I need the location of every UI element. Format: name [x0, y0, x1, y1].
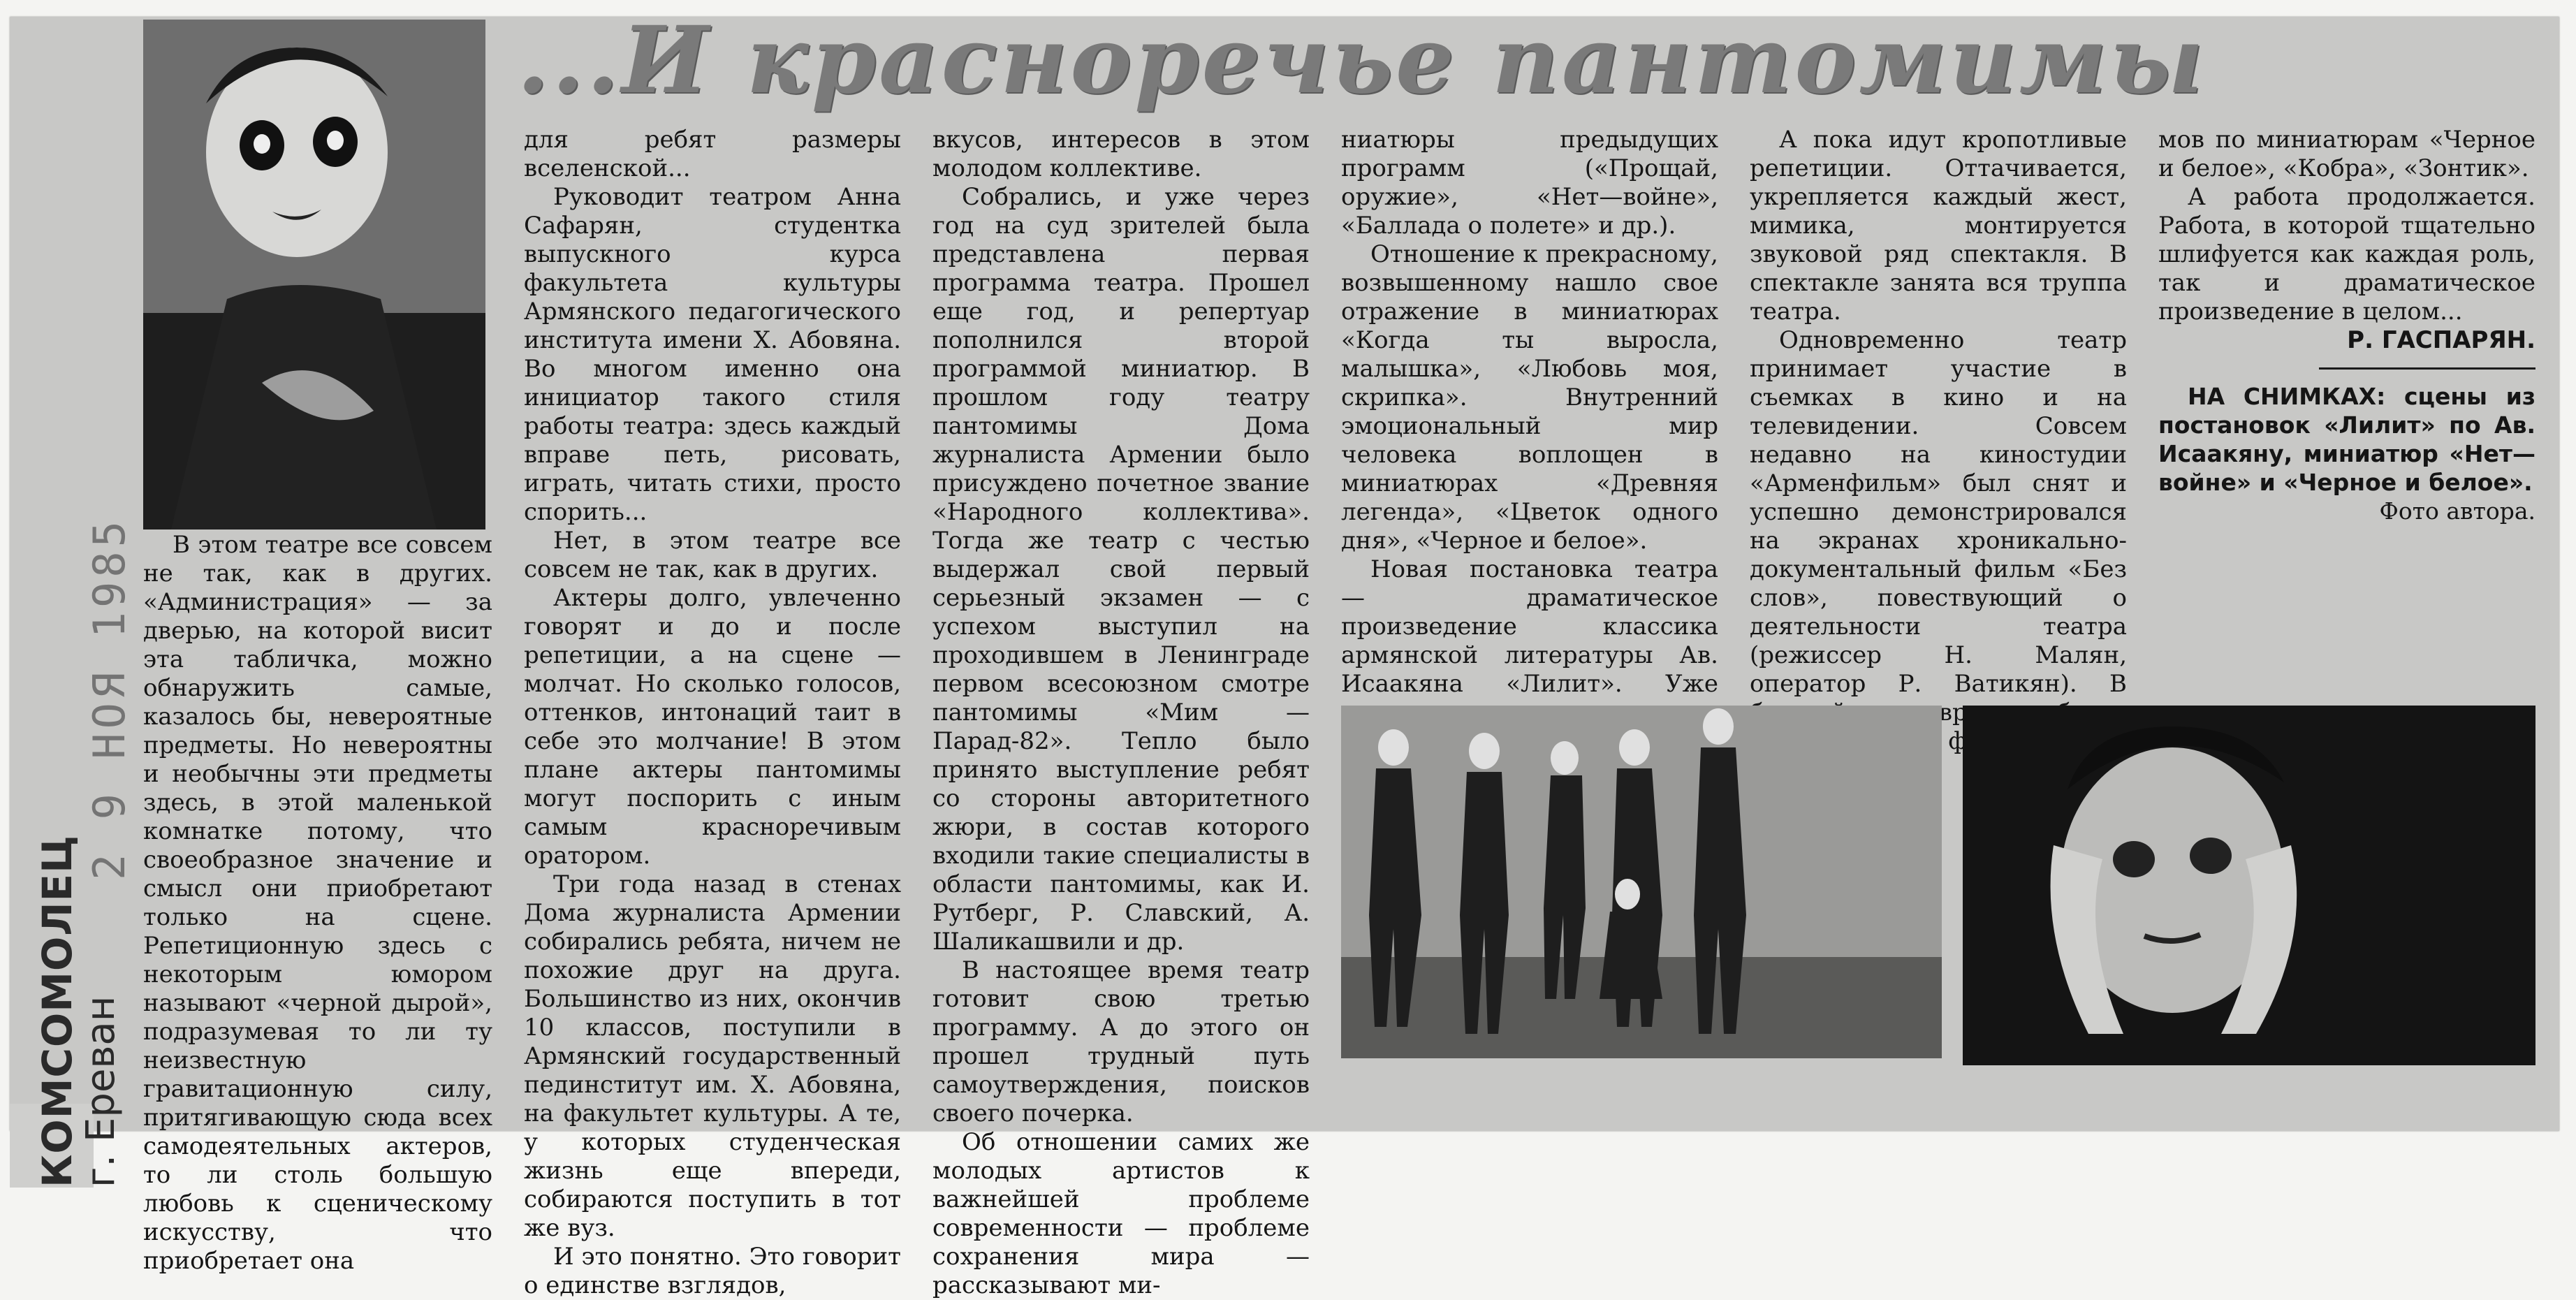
paragraph: мов по миниатюрам «Черное и белое», «Кобра», «Зонтик».	[2158, 126, 2535, 182]
photo-credit: Фото автора.	[2379, 497, 2535, 525]
paragraph: Нет, в этом театре все совсем не так, как в других.	[524, 527, 901, 583]
date-stamp: 2 9 НОЯ 1985	[84, 517, 135, 880]
article-headline: ...И красноречье пантомимы	[517, 8, 2207, 113]
author-signature: Р. ГАСПАРЯН.	[2347, 326, 2535, 354]
paragraph: Руководит театром Анна Сафарян, студентка выпускного курса факультета культуры Армянского педагогического института имени Х. Абовяна. Во многом именно она инициатор такого стиля работы театра: здесь каждый вправе петь, рисовать, играть, читать стихи, просто спорить...	[524, 183, 901, 526]
paragraph: Новая постановка театра — драматическое произведение классика армянской литературы Ав. Исаакяна «Лилит». Уже	[1341, 555, 1718, 698]
troupe-group-photo	[1341, 706, 1942, 1058]
mime-closeup-photo	[1963, 706, 2535, 1065]
paragraph: И это понятно. Это говорит о единстве взглядов,	[524, 1243, 901, 1299]
article-column-1	[143, 531, 492, 1276]
paragraph: Одновременно театр принимает участие в съемках в кино и на телевидении. Совсем недавно на киностудии «Арменфильм» был снят и успешно демонстрировался на экранах хроникально-документальный фильм «Без слов», повествующий о деятельности театра (режиссер Н. Малян, оператор Р. Ватикян). В	[1750, 326, 2127, 698]
paragraph: Собрались, и уже через год на суд зрителей была представлена первая программа театра. Прошел еще год, и репертуар пополнился второй программой миниатюр. В прошлом году театру пантомимы Дома журналиста Армении было присуждено почетное звание «Народного коллектива». Тогда же театр с честью выдержал свой первый серьезный экзамен — с успехом выступил на проходившем в Ленинграде первом всесоюзном смотре пантомимы «Мим — Парад-82». Тепло было принято выступление ребят со стороны авторитетного жюри, в состав которого входили такие специалисты в области пантомимы, как И. Рутберг, Р. Славский, А. Шаликашвили и др.	[932, 183, 1310, 956]
paragraph: Об отношении самих же молодых артистов к важнейшей проблеме современности — проблеме сохранения мира — рассказывают ми-	[932, 1128, 1310, 1299]
newspaper-city: г. Ереван	[78, 995, 124, 1188]
mime-portrait-photo	[143, 20, 485, 530]
paragraph: А работа продолжается. Работа, в которой тщательно шлифуется как каждая роль, так и драматическое произведение в целом...	[2158, 183, 2535, 326]
article-column-2	[524, 126, 901, 1300]
paragraph: Три года назад в стенах Дома журналиста Армении собирались ребята, ничем не похожие друг на друга. Большинство из них, окончив 10 классов, поступили в Армянский государственный пединститут им. Х. Абовяна, на факультет культуры. А те, у которых студенческая жизнь еще впереди, собираются поступить в тот же вуз.	[524, 870, 901, 1242]
article-column-4	[1341, 126, 1718, 784]
paragraph: ниатюры предыдущих программ («Прощай, оружие», «Нет—войне», «Баллада о полете» и др.).	[1341, 126, 1718, 240]
paragraph: Актеры долго, увлеченно говорят и до и после репетиции, а на сцене — молчат. Но сколько голосов, оттенков, интонаций таит в себе это молчание! В этом плане актеры пантомимы могут поспорить с иным самым красноречивым оратором.	[524, 584, 901, 870]
paragraph: для ребят размеры вселенской...	[524, 126, 901, 182]
article-column-3	[932, 126, 1310, 1300]
newspaper-name: КОМСОМОЛЕЦ	[34, 835, 81, 1188]
paragraph: вкусов, интересов в этом молодом коллективе.	[932, 126, 1310, 182]
paragraph: А пока идут кропотливые репетиции. Оттачивается, укрепляется каждый жест, мимика, монтируется звуковой ряд спектакля. В спектакле занята вся труппа театра.	[1750, 126, 2127, 326]
paragraph: Отношение к прекрасному, возвышенному нашло свое отражение в миниатюрах «Когда ты выросла, малышка», «Любовь моя, скрипка». Внутренний эмоциональный мир человека воплощен в миниатюрах «Древняя легенда», «Цветок одного дня», «Черное и белое».	[1341, 240, 1718, 555]
article-column-5	[1750, 126, 2127, 756]
divider	[2319, 367, 2535, 370]
paragraph: В этом театре все совсем не так, как в других. «Администрация» — за дверью, на которой висит эта табличка, можно обнаружить самые, казалось бы, невероятные предметы. Но невероятны и необычны эти предметы здесь, в этой маленькой комнатке потому, что своеобразное значение и смысл они приобретают только на сцене. Репетиционную здесь с некоторым юмором называют «черной дырой», подразумевая то ли ту неизвестную гравитационную силу, притягивающую сюда всех самодеятельных актеров, то ли столь большую любовь к сценическому искусству, что приобретает она	[143, 531, 492, 1275]
photo-caption: НА СНИМКАХ: сцены из постановок «Лилит» по Ав. Исаакяну, миниатюр «Нет—войне» и «Черное и белое».	[2158, 383, 2535, 496]
paragraph: В настоящее время театр готовит свою третью программу. А до этого он прошел трудный путь самоутверждения, поисков своего почерка.	[932, 956, 1310, 1127]
article-column-6	[2158, 126, 2535, 525]
